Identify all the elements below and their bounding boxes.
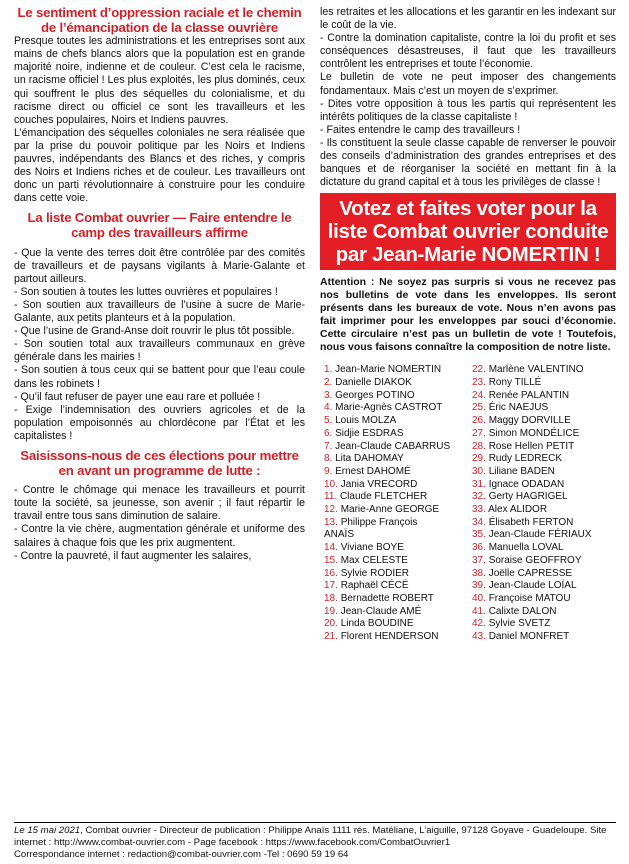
list-item: - Dites votre opposition à tous les partis qui représentent les intérêts politiques de la classe capitaliste !: [320, 97, 616, 123]
candidate-name: Lita DAHOMAY: [335, 453, 404, 465]
candidate-number: 15.: [324, 554, 338, 566]
candidate-item: [472, 415, 592, 428]
candidate-item: [324, 491, 472, 504]
candidate-item: [472, 593, 592, 606]
candidate-name: Georges POTINO: [335, 389, 415, 401]
list-item: - Que la vente des terres doit être contrôlée par des comités de travailleurs et de paysans vigilants à Marie-Galante et partout ailleurs.: [14, 246, 305, 285]
candidate-name: Ernest DAHOMÉ: [335, 465, 411, 477]
candidate-number: 19.: [324, 605, 338, 617]
candidate-name: Raphaël CÉCÉ: [340, 580, 409, 592]
list-item: - Son soutien total aux travailleurs communaux en grève générale dans les mairies !: [14, 338, 305, 364]
candidate-item: [472, 568, 592, 581]
candidate-item: [472, 580, 592, 593]
candidate-number: 7.: [324, 440, 333, 452]
footer-contact: Correspondance internet : redaction@combat-ouvrier.com -Tel : 0690 59 19 64: [14, 849, 349, 860]
candidate-item: [472, 428, 592, 441]
candidate-item: [472, 631, 592, 644]
candidate-item: [324, 517, 472, 530]
candidate-item: [472, 618, 592, 631]
candidate-name: Max CELESTE: [340, 554, 408, 566]
candidate-item: [472, 453, 592, 466]
candidate-name: Alex ALIDOR: [488, 504, 548, 516]
candidate-number: 33.: [472, 504, 486, 516]
candidate-name: Éric NAEJUS: [488, 402, 549, 414]
list-item: - Faites entendre le camp des travailleurs !: [320, 123, 521, 136]
candidate-item: [324, 428, 472, 441]
candidate-name: Sylvie RODIER: [340, 567, 410, 579]
list-item: - Contre la pauvreté, il faut augmenter les salaires,: [14, 549, 252, 562]
candidate-item: [324, 415, 472, 428]
list-item: - Exige l’indemnisation des ouvriers agricoles et de la population empoisonnés au chlordécone par l’État et les capitalistes !: [14, 403, 305, 442]
candidate-number: 38.: [472, 567, 486, 579]
candidate-number: 42.: [472, 618, 486, 630]
candidate-item: [472, 606, 592, 619]
candidate-name: Manuella LOVAL: [488, 542, 564, 554]
candidate-item: [324, 504, 472, 517]
candidate-item: [324, 479, 472, 492]
list-item: - Contre la vie chère, augmentation générale et uniforme des salaires à chaque fois que les prix augmentent.: [14, 523, 305, 549]
candidate-number: 39.: [472, 580, 486, 592]
candidate-item: [324, 390, 472, 403]
candidate-number: 27.: [472, 427, 486, 439]
candidate-number: 29.: [472, 453, 486, 465]
candidate-name: Jean-Claude FÉRIAUX: [488, 529, 592, 541]
candidate-number: 30.: [472, 465, 486, 477]
programme-list: [14, 484, 305, 563]
candidate-item: [324, 466, 472, 479]
candidate-name: Daniel MONFRET: [488, 631, 570, 643]
candidate-item: [472, 542, 592, 555]
candidate-name: Jean-Claude CABARRUS: [335, 440, 451, 452]
candidate-number: 25.: [472, 402, 486, 414]
right-column: [320, 6, 616, 644]
heading-programme: Saisissons-nous de ces élections pour mettre en avant un programme de lutte :: [20, 448, 299, 478]
candidate-name: Viviane BOYE: [340, 542, 404, 554]
candidate-item: [472, 402, 592, 415]
candidate-item: [472, 517, 592, 530]
candidate-name: Claude FLETCHER: [339, 491, 428, 503]
candidate-name: Philippe François: [340, 516, 418, 528]
footer-publisher: , Combat ouvrier - Directeur de publication : Philippe Anaïs 1111 rés. Matéliane, L’aiguille, 97128 Goyave - Guadeloupe. Site internet : http://www.combat-ouvrier.com - Page facebook : https://www.facebook.com/CombatOuvrier1: [14, 825, 607, 848]
candidate-name: Rose Hellen PETIT: [488, 440, 575, 452]
candidate-item: [472, 504, 592, 517]
candidate-number: 14.: [324, 542, 338, 554]
candidate-name: Linda BOUDINE: [340, 618, 414, 630]
candidate-item: [472, 390, 592, 403]
candidate-number: 31.: [472, 478, 486, 490]
candidate-name: Rudy LEDRECK: [488, 453, 563, 465]
candidate-list: [320, 364, 616, 643]
candidate-name: Joëlle CAPRESSE: [488, 567, 573, 579]
candidate-item: [324, 402, 472, 415]
candidate-item: [324, 529, 472, 542]
candidate-name: Liliane BADEN: [488, 465, 555, 477]
candidate-number: 9.: [324, 465, 333, 477]
list-item: les retraites et les allocations et les garantir en les indexant sur le coût de la vie.: [320, 6, 616, 32]
candidate-name: Calixte DALON: [488, 605, 557, 617]
list-item: - Son soutien aux travailleurs de l’usine à sucre de Marie-Galante, aux petits planteurs et à la population.: [14, 298, 305, 325]
candidate-number: 24.: [472, 389, 486, 401]
footer: [14, 822, 616, 861]
candidate-item: [324, 631, 472, 644]
paragraph-1: Presque toutes les administrations et les entreprises sont aux mains de chefs blancs alors que la population est en grande majorité noire, indienne et de couleur. C’est cela le racisme, un racisme officiel ! Les plus exploités, les plus dominés, ceux qui souffrent le plus des séquelles du colonialisme, et du racisme direct ou officiel ce sont les travailleurs et les couches populaires, Noirs et Indiens pauvres.: [14, 35, 305, 126]
candidate-name: Marie-Anne GEORGE: [340, 504, 440, 516]
candidate-item: [472, 441, 592, 454]
attention-notice: Attention : Ne soyez pas surpris si vous ne recevez pas nos bulletins de vote dans les enveloppes. Ils seront présents dans les bureaux de vote. Nous n’en avons pas fait imprimer pour les enveloppes par souci d’économie. Cette circulaire n’est pas un bulletin de vote ! Toutefois, nous vous faisons connaître la composition de notre liste.: [320, 276, 616, 354]
candidate-item: [472, 479, 592, 492]
candidate-number: 20.: [324, 618, 338, 630]
left-column: [14, 6, 305, 563]
heading-liste: La liste Combat ouvrier — Faire entendre le camp des travailleurs affirme: [27, 210, 292, 240]
candidate-name: Françoise MATOU: [488, 592, 571, 604]
candidate-number: 17.: [324, 580, 338, 592]
candidate-item: [324, 618, 472, 631]
candidate-name: Jean-Claude LOÏAL: [488, 580, 577, 592]
candidate-name: Marlène VALENTINO: [488, 364, 584, 376]
candidate-column-2: [472, 364, 592, 643]
candidate-number: 10.: [324, 478, 338, 490]
candidate-name: Jean-Claude AMÉ: [340, 605, 422, 617]
candidate-number: 4.: [324, 402, 333, 414]
candidate-number: 40.: [472, 592, 486, 604]
candidate-number: 12.: [324, 504, 338, 516]
candidate-item: [472, 377, 592, 390]
candidate-name: Rony TILLÉ: [488, 377, 542, 389]
candidate-number: 23.: [472, 377, 486, 389]
candidate-name: ANAÏS: [324, 529, 355, 541]
candidate-item: [472, 555, 592, 568]
candidate-name: Jean-Marie NOMERTIN: [335, 364, 442, 376]
candidate-name: Gerty HAGRIGEL: [488, 491, 568, 503]
candidate-name: Ignace ODADAN: [488, 478, 565, 490]
candidate-name: Jania VRECORD: [340, 478, 418, 490]
liste-affirmations: [14, 247, 305, 443]
list-item: - Que l’usine de Grand-Anse doit rouvrir le plus tôt possible.: [14, 325, 295, 338]
candidate-name: Louis MOLZA: [335, 415, 397, 427]
candidate-number: 41.: [472, 605, 486, 617]
candidate-item: [324, 606, 472, 619]
candidate-name: Simon MONDÉLICE: [488, 427, 580, 439]
candidate-number: 16.: [324, 567, 338, 579]
vote-banner: Votez et faites voter pour la liste Combat ouvrier conduite par Jean-Marie NOMERTIN !: [320, 193, 616, 270]
paragraph-2: L’émancipation des séquelles coloniales ne sera réalisée que par la prise du pouvoir politique par les Noirs et Indiens pauvres, indépendants des Blancs et des riches, y compris des Noirs et Indiens riches et de couleur. Les travailleurs ont donc un parti révolutionnaire à construire pour les conduire dans cette voie.: [14, 126, 305, 205]
candidate-name: Maggy DORVILLE: [488, 415, 571, 427]
candidate-number: 1.: [324, 364, 333, 376]
candidate-number: 2.: [324, 377, 333, 389]
footer-date: Le 15 mai 2021: [14, 825, 81, 836]
candidate-number: 26.: [472, 415, 486, 427]
candidate-number: 21.: [324, 631, 338, 643]
candidate-number: 34.: [472, 516, 486, 528]
candidate-item: [324, 580, 472, 593]
candidate-item: [472, 466, 592, 479]
candidate-name: Sidjie ESDRAS: [335, 427, 404, 439]
candidate-number: 43.: [472, 631, 486, 643]
candidate-item: [324, 453, 472, 466]
candidate-column-1: [320, 364, 472, 643]
candidate-item: [324, 555, 472, 568]
candidate-item: [324, 377, 472, 390]
candidate-number: 32.: [472, 491, 486, 503]
list-item: - Qu’il faut refuser de payer une eau rare et polluée !: [14, 390, 261, 403]
candidate-item: [324, 441, 472, 454]
candidate-number: 35.: [472, 529, 486, 541]
list-item: - Son soutien à tous ceux qui se battent pour que l’eau coule dans les robinets !: [14, 364, 305, 390]
footer-divider: [14, 822, 616, 823]
heading-oppression: Le sentiment d’oppression raciale et le chemin de l’émancipation de la classe ouvrière: [17, 5, 302, 35]
candidate-item: [472, 364, 592, 377]
candidate-name: Florent HENDERSON: [340, 631, 439, 643]
candidate-name: Danielle DIAKOK: [335, 377, 412, 389]
candidate-item: [324, 568, 472, 581]
candidate-item: [324, 542, 472, 555]
candidate-number: 6.: [324, 427, 333, 439]
candidate-name: Soraise GEOFFROY: [488, 554, 582, 566]
candidate-number: 8.: [324, 453, 333, 465]
candidate-number: 13.: [324, 516, 338, 528]
candidate-number: 22.: [472, 364, 486, 376]
candidate-number: 3.: [324, 389, 333, 401]
candidate-number: 36.: [472, 542, 486, 554]
list-item: - Ils constituent la seule classe capable de renverser le pouvoir des conseils d’administration des grandes entreprises et des banques et de réorganiser la société en mettant fin à la dictature du grand capital et à tous les privilèges de classe !: [320, 136, 616, 189]
list-item: - Son soutien à toutes les luttes ouvrières et populaires !: [14, 285, 278, 298]
candidate-number: 11.: [324, 491, 338, 503]
list-item: - Contre le chômage qui menace les travailleurs et pourrit toute la société, sa jeunesse, son avenir ; il faut répartir le travail entre tous sans diminution de salaire.: [14, 484, 305, 523]
candidate-number: 18.: [324, 592, 338, 604]
candidate-item: [324, 593, 472, 606]
programme-list-continued: [320, 6, 616, 189]
candidate-name: Marie-Agnès CASTROT: [335, 402, 443, 414]
candidate-name: Renée PALANTIN: [488, 389, 570, 401]
candidate-name: Élisabeth FERTON: [488, 516, 574, 528]
candidate-name: Sylvie SVETZ: [488, 618, 551, 630]
candidate-number: 28.: [472, 440, 486, 452]
candidate-item: [472, 491, 592, 504]
list-item: Le bulletin de vote ne peut imposer des changements fondamentaux. Mais c’est un moyen de s’exprimer.: [320, 71, 616, 97]
candidate-number: 37.: [472, 554, 486, 566]
candidate-item: [472, 529, 592, 542]
candidate-item: [324, 364, 472, 377]
candidate-name: Bernadette ROBERT: [340, 592, 434, 604]
list-item: - Contre la domination capitaliste, contre la loi du profit et ses conséquences désastreuses, il faut que les travailleurs contrôlent les entreprises et toute l’économie.: [320, 32, 616, 71]
candidate-number: 5.: [324, 415, 333, 427]
